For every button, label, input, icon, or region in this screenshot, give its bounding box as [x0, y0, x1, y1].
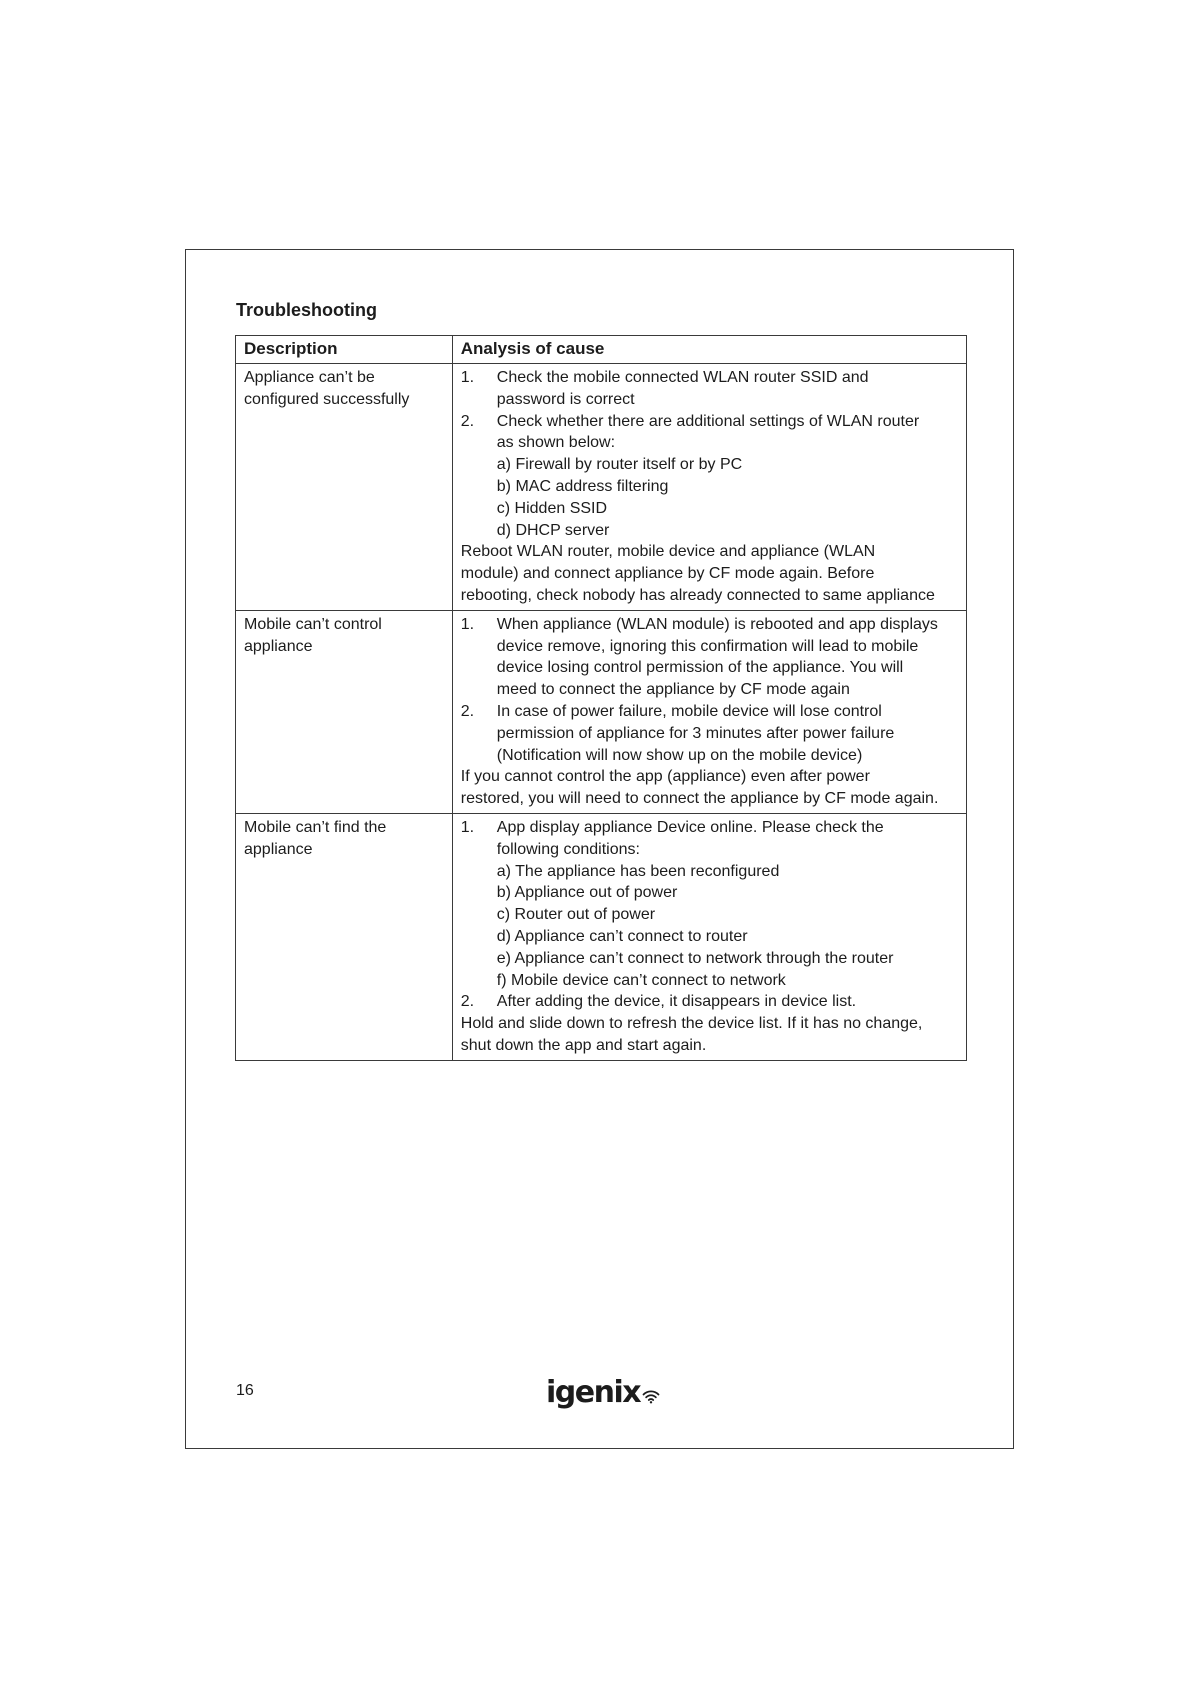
condition-item: a) Firewall by router itself or by PC	[496, 456, 743, 474]
step-line: permission of appliance for 3 minutes after power failure	[496, 724, 895, 742]
description-cell	[236, 610, 453, 813]
description-cell	[236, 813, 453, 1060]
step-text	[497, 614, 958, 701]
step-line: Check the mobile connected WLAN router SSID and	[496, 369, 869, 386]
description-line: Mobile can’t find the	[244, 818, 387, 836]
step-number: 2.	[460, 412, 475, 430]
brand-logo	[546, 1376, 660, 1410]
numbered-step	[461, 367, 958, 411]
description-line: Appliance can’t be	[244, 369, 375, 386]
condition-item: d) DHCP server	[496, 521, 610, 539]
table-header-row	[236, 336, 967, 364]
analysis-cell	[452, 813, 966, 1060]
step-text	[497, 701, 958, 766]
step-line: device remove, ignoring this confirmation will lead to mobile	[496, 637, 919, 655]
page-number: 16	[236, 1382, 254, 1399]
description-cell	[236, 364, 453, 611]
step-line: After adding the device, it disappears in device list.	[496, 993, 857, 1011]
note-line: Reboot WLAN router, mobile device and appliance (WLAN	[460, 543, 876, 561]
table-body	[236, 364, 967, 1061]
step-line: When appliance (WLAN module) is rebooted and app displays	[496, 615, 938, 633]
note-line: shut down the app and start again.	[460, 1036, 707, 1054]
table-row	[236, 364, 967, 611]
note-line: module) and connect appliance by CF mode again. Before	[460, 565, 875, 583]
column-header-analysis: Analysis of cause	[452, 336, 966, 364]
numbered-step	[461, 817, 958, 861]
analysis-cell	[452, 364, 966, 611]
description-line: Mobile can’t control	[244, 615, 382, 633]
condition-item: f) Mobile device can’t connect to network	[496, 971, 786, 989]
step-text	[497, 367, 958, 411]
condition-item: c) Router out of power	[496, 906, 656, 924]
step-number: 2.	[460, 702, 475, 720]
table-row	[236, 813, 967, 1060]
step-line: password is correct	[496, 390, 635, 408]
step-line: device losing control permission of the appliance. You will	[496, 659, 904, 677]
numbered-step	[461, 614, 958, 701]
step-line: Check whether there are additional settings of WLAN router	[496, 412, 920, 430]
numbered-step	[461, 701, 958, 766]
condition-item: b) MAC address filtering	[496, 477, 669, 495]
step-line: meed to connect the appliance by CF mode again	[496, 681, 850, 699]
page-title: Troubleshooting	[236, 300, 377, 320]
note-line: rebooting, check nobody has already connected to same appliance	[460, 586, 935, 604]
note-line: If you cannot control the app (appliance) even after power	[460, 768, 870, 786]
table-row	[236, 610, 967, 813]
step-number: 1.	[460, 615, 475, 633]
step-line: as shown below:	[496, 434, 616, 452]
step-line: In case of power failure, mobile device will lose control	[496, 702, 882, 720]
condition-item: d) Appliance can’t connect to router	[496, 927, 748, 945]
troubleshooting-table	[235, 335, 967, 1061]
description-line: appliance	[244, 840, 313, 858]
step-number: 1.	[460, 818, 475, 836]
step-line: (Notification will now show up on the mobile device)	[496, 746, 863, 764]
description-line: configured successfully	[244, 390, 410, 408]
step-line: following conditions:	[496, 840, 640, 858]
wifi-icon	[642, 1389, 660, 1404]
step-number: 2.	[460, 993, 475, 1011]
numbered-step	[461, 411, 958, 455]
condition-item: e) Appliance can’t connect to network through the router	[496, 949, 894, 967]
column-header-description: Description	[236, 336, 453, 364]
step-number: 1.	[460, 369, 475, 386]
numbered-step	[461, 991, 958, 1013]
note-line: Hold and slide down to refresh the device list. If it has no change,	[460, 1015, 923, 1033]
condition-item: b) Appliance out of power	[496, 884, 678, 902]
step-line: App display appliance Device online. Please check the	[496, 818, 884, 836]
note-line: restored, you will need to connect the appliance by CF mode again.	[460, 790, 939, 808]
condition-item: a) The appliance has been reconfigured	[496, 862, 780, 880]
brand-wordmark: igenix	[546, 1375, 641, 1410]
description-line: appliance	[244, 637, 313, 655]
condition-item: c) Hidden SSID	[496, 499, 608, 517]
step-text	[497, 817, 958, 861]
step-text	[497, 991, 958, 1013]
step-text	[497, 411, 958, 455]
analysis-cell	[452, 610, 966, 813]
